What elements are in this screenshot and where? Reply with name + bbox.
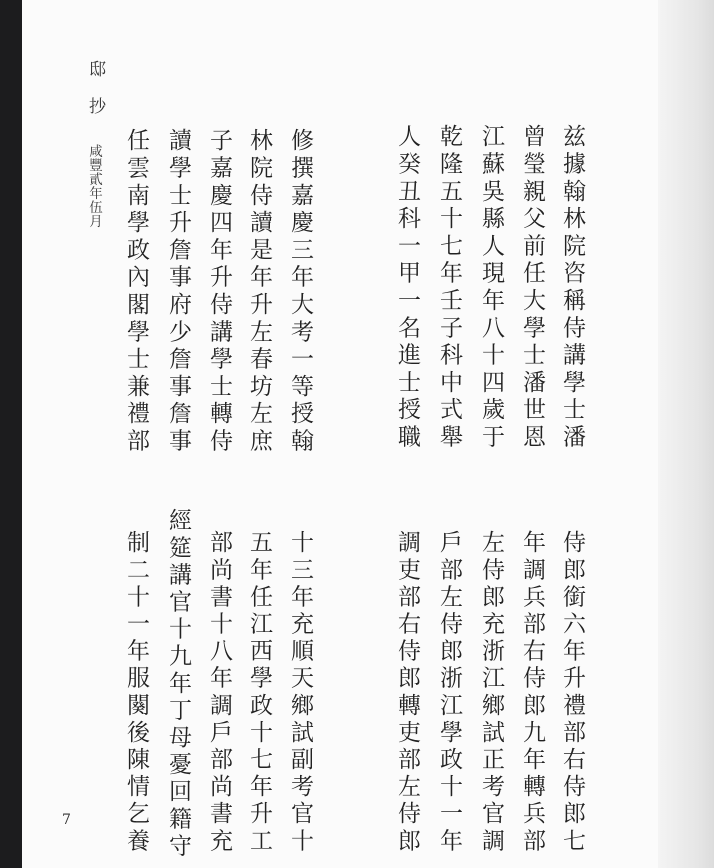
lower-column-8: 部尚書十八年調戶部尚書充	[206, 530, 232, 856]
upper-column-3: 江蘇吳縣人現年八十四歲于	[478, 124, 504, 452]
lower-column-9: 經筵講官十九年丁母憂回籍守	[165, 508, 191, 861]
document-date: 咸豐貳年伍月	[86, 144, 102, 228]
upper-column-7: 林院侍讀是年升左春坊左庶	[246, 128, 272, 456]
lower-column-10: 制二十一年服闋後陳情乞養	[123, 530, 149, 856]
upper-column-2: 曾瑩親父前任大學士潘世恩	[519, 124, 545, 452]
upper-column-5: 人癸丑科一甲一名進士授職	[394, 124, 420, 452]
upper-column-6: 修撰嘉慶三年大考一等授翰	[287, 128, 313, 456]
upper-column-4: 乾隆五十七年壬子科中式舉	[436, 124, 462, 452]
upper-column-9: 讀學士升詹事府少詹事詹事	[165, 128, 191, 456]
upper-column-10: 任雲南學政內閣學士兼禮部	[123, 128, 149, 456]
page-edge-shadow	[658, 0, 714, 868]
lower-column-3: 左侍郎充浙江鄉試正考官調	[478, 530, 504, 856]
lower-column-5: 調吏部右侍郎轉吏部左侍郎	[394, 530, 420, 856]
document-title: 邸抄	[85, 60, 105, 134]
lower-column-2: 年調兵部右侍郎九年轉兵部	[519, 530, 545, 856]
lower-column-7: 五年任江西學政十七年升工	[246, 530, 272, 856]
lower-column-4: 戶部左侍郎浙江學政十一年	[436, 530, 462, 856]
upper-column-1: 兹據翰林院咨稱侍講學士潘	[559, 124, 585, 452]
lower-column-1: 侍郎銜六年升禮部右侍郎七	[559, 530, 585, 856]
lower-column-6: 十三年充順天鄉試副考官十	[287, 530, 313, 856]
page-number: 7	[62, 812, 71, 828]
upper-column-8: 子嘉慶四年升侍講學士轉侍	[206, 128, 232, 456]
